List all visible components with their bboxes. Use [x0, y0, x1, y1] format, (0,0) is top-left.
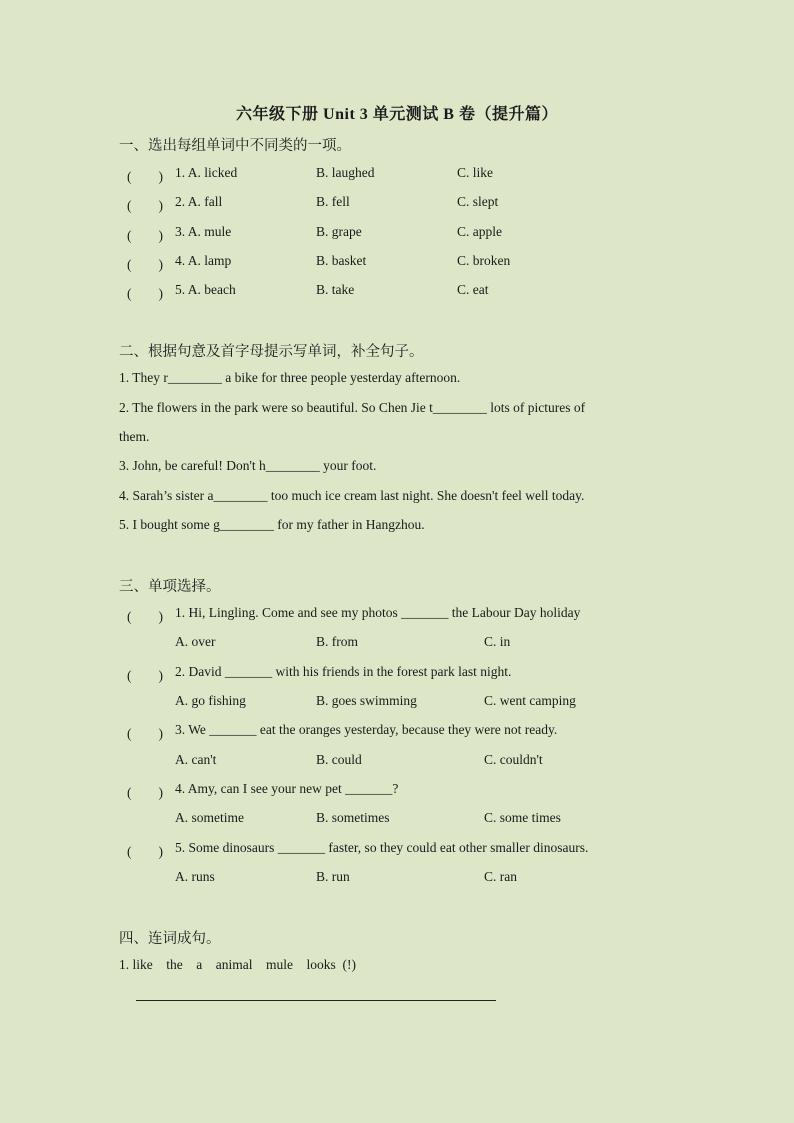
- s4-word-list: 1. like the a animal mule looks (!): [119, 957, 356, 972]
- answer-blank[interactable]: ( ): [127, 785, 163, 800]
- section-3-heading: 三、单项选择。: [119, 579, 221, 595]
- option-a: 3. A. mule: [175, 224, 232, 239]
- s2-sentence: 5. I bought some g________ for my father in Hangzhou.: [119, 517, 425, 532]
- page-title: 六年级下册 Unit 3 单元测试 B 卷（提升篇）: [236, 106, 558, 123]
- answer-blank[interactable]: ( ): [127, 198, 163, 213]
- option-b: B. basket: [316, 253, 367, 268]
- option-a: A. go fishing: [175, 693, 246, 708]
- option-c: C. broken: [457, 253, 511, 268]
- s2-sentence: 3. John, be careful! Don't h________ your foot.: [119, 458, 377, 473]
- option-b: B. goes swimming: [316, 693, 417, 708]
- option-b: B. from: [316, 634, 358, 649]
- answer-blank[interactable]: ( ): [127, 286, 163, 301]
- option-b: B. grape: [316, 224, 362, 239]
- s2-sentence: 2. The flowers in the park were so beautiful. So Chen Jie t________ lots of pictures of: [119, 400, 586, 415]
- answer-blank[interactable]: ( ): [127, 844, 163, 859]
- option-b: B. take: [316, 282, 355, 297]
- option-a: 5. A. beach: [175, 282, 236, 297]
- option-c: C. eat: [457, 282, 489, 297]
- answer-blank[interactable]: ( ): [127, 668, 163, 683]
- question-text: 2. David _______ with his friends in the forest park last night.: [175, 664, 512, 679]
- option-b: B. run: [316, 869, 350, 884]
- option-c: C. couldn't: [484, 752, 543, 767]
- option-c: C. in: [484, 634, 511, 649]
- answer-blank[interactable]: ( ): [127, 228, 163, 243]
- option-b: B. sometimes: [316, 810, 390, 825]
- option-b: B. laughed: [316, 165, 375, 180]
- option-a: A. over: [175, 634, 216, 649]
- option-c: C. like: [457, 165, 493, 180]
- option-c: C. went camping: [484, 693, 576, 708]
- answer-blank[interactable]: ( ): [127, 609, 163, 624]
- question-text: 1. Hi, Lingling. Come and see my photos _______ the Labour Day holiday: [175, 605, 581, 620]
- answer-blank[interactable]: ( ): [127, 257, 163, 272]
- s2-sentence-continued: them.: [119, 429, 150, 444]
- option-c: C. apple: [457, 224, 502, 239]
- option-a: A. runs: [175, 869, 215, 884]
- section-2-heading: 二、根据句意及首字母提示写单词，补全句子。: [119, 344, 424, 360]
- question-text: 5. Some dinosaurs _______ faster, so they could eat other smaller dinosaurs.: [175, 840, 589, 855]
- option-c: C. some times: [484, 810, 561, 825]
- option-b: B. could: [316, 752, 362, 767]
- option-a: A. can't: [175, 752, 217, 767]
- answer-blank[interactable]: ( ): [127, 726, 163, 741]
- section-4-heading: 四、连词成句。: [119, 931, 221, 947]
- answer-blank[interactable]: ( ): [127, 169, 163, 184]
- option-c: C. slept: [457, 194, 499, 209]
- option-a: A. sometime: [175, 810, 244, 825]
- section-1-heading: 一、选出每组单词中不同类的一项。: [119, 138, 351, 154]
- option-a: 1. A. licked: [175, 165, 238, 180]
- s2-sentence: 4. Sarah’s sister a________ too much ice cream last night. She doesn't feel well today.: [119, 488, 585, 503]
- option-c: C. ran: [484, 869, 517, 884]
- option-a: 4. A. lamp: [175, 253, 232, 268]
- s2-sentence: 1. They r________ a bike for three people yesterday afternoon.: [119, 370, 461, 385]
- question-text: 3. We _______ eat the oranges yesterday, because they were not ready.: [175, 722, 558, 737]
- option-a: 2. A. fall: [175, 194, 223, 209]
- option-b: B. fell: [316, 194, 350, 209]
- answer-line[interactable]: [136, 984, 496, 1001]
- question-text: 4. Amy, can I see your new pet _______?: [175, 781, 399, 796]
